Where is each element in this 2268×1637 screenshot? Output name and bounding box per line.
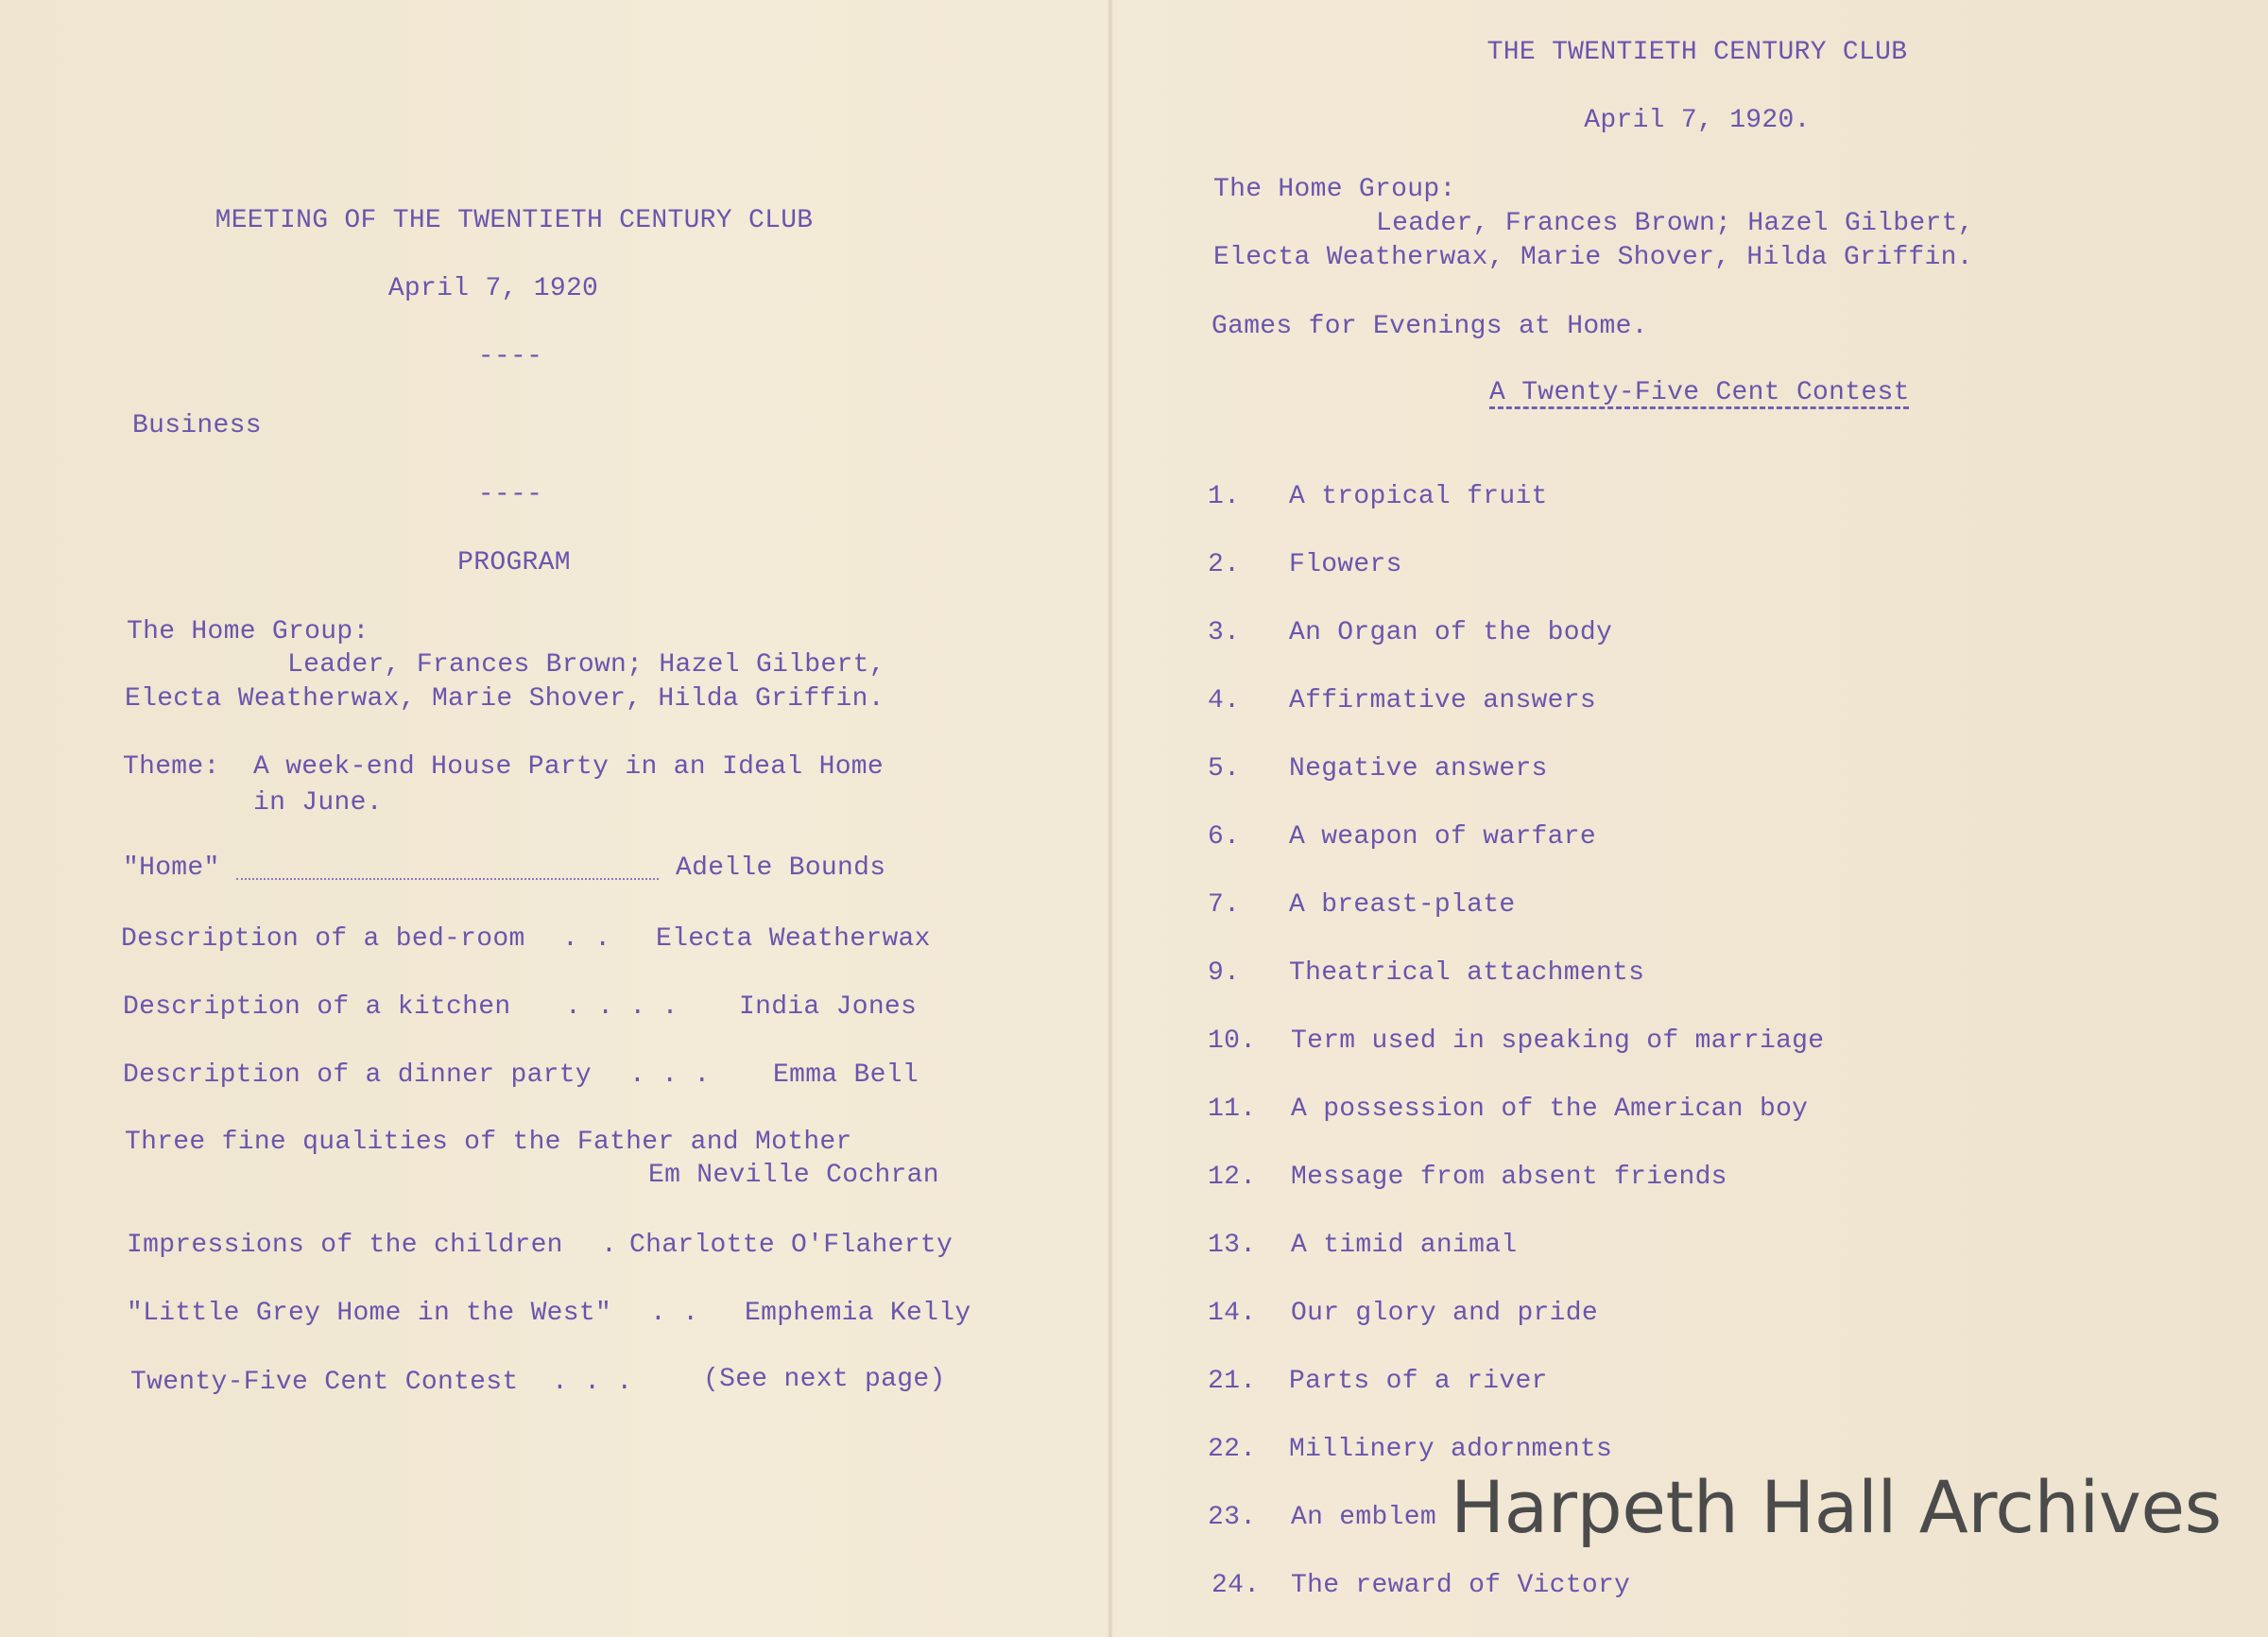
contest-item-number: 22. [1208,1435,1257,1464]
contest-item-number: 1. [1208,482,1241,511]
program-item-leader: . . . . [565,992,679,1022]
archive-watermark: Harpeth Hall Archives [1451,1465,2222,1549]
left-date: April 7, 1920 [387,274,599,303]
program-item-person: (See next page) [703,1365,946,1394]
right-title: THE TWENTIETH CENTURY CLUB [1486,38,1908,67]
program-item-person: Emma Bell [773,1060,919,1090]
contest-item-text: A possession of the American boy [1291,1094,1809,1124]
separator: ---- [477,480,543,509]
home-group-line: Electa Weatherwax, Marie Shover, Hilda Griffin. [1213,243,1973,272]
contest-item-text: Theatrical attachments [1289,958,1645,988]
contest-item-text: Affirmative answers [1289,686,1596,715]
contest-item-text: An Organ of the body [1289,618,1613,647]
theme-label: Theme: [123,752,220,782]
theme-text: A week-end House Party in an Ideal Home [253,752,885,782]
home-group-line: Leader, Frances Brown; Hazel Gilbert, [287,650,885,680]
contest-item-text: Message from absent friends [1291,1163,1727,1192]
right-date: April 7, 1920. [1584,106,1811,135]
program-item-leader: . [601,1231,618,1260]
contest-item-text: Negative answers [1289,754,1548,784]
program-item-title: "Home" [123,853,220,883]
separator: ---- [477,342,543,371]
contest-item-number: 11. [1208,1094,1257,1124]
program-item-title: Description of a bed-room [121,924,525,954]
contest-item-number: 14. [1208,1299,1257,1328]
home-group-label: The Home Group: [1213,175,1456,204]
page-fold [1108,0,1113,1637]
contest-item-number: 5. [1208,754,1241,784]
dotted-leader [236,878,659,880]
contest-item-text: A breast-plate [1289,890,1516,920]
contest-item-number: 4. [1208,686,1241,715]
business-heading: Business [132,411,262,440]
program-item-person: Em Neville Cochran [648,1161,939,1190]
home-group-line: Leader, Frances Brown; Hazel Gilbert, [1376,209,1974,238]
program-item-title: Impressions of the children [127,1231,563,1260]
program-item-title: "Little Grey Home in the West" [127,1299,612,1328]
contest-item-text: Term used in speaking of marriage [1291,1026,1825,1056]
theme-text: in June. [253,788,383,818]
contest-item-text: A weapon of warfare [1289,822,1596,852]
program-item-title: Description of a kitchen [123,992,511,1022]
contest-item-text: The reward of Victory [1291,1571,1631,1600]
contest-item-number: 21. [1208,1367,1257,1396]
contest-title: A Twenty-Five Cent Contest [1489,378,1910,407]
left-title: MEETING OF THE TWENTIETH CENTURY CLUB [215,206,814,235]
program-heading: PROGRAM [457,548,571,577]
home-group-label: The Home Group: [127,617,369,646]
program-item-person: India Jones [739,992,918,1022]
home-group-line: Electa Weatherwax, Marie Shover, Hilda Griffin. [125,684,885,714]
contest-item-number: 23. [1208,1503,1257,1532]
contest-item-text: A timid animal [1291,1231,1518,1260]
contest-item-text: An emblem [1291,1503,1436,1532]
contest-item-number: 12. [1208,1163,1257,1192]
program-item-leader: . . . [629,1060,711,1090]
contest-item-text: Our glory and pride [1291,1299,1598,1328]
contest-item-number: 10. [1208,1026,1257,1056]
contest-item-text: A tropical fruit [1289,482,1548,511]
contest-item-number: 24. [1211,1571,1261,1600]
program-item-leader: . . . [552,1368,633,1397]
program-item-leader: . . [650,1299,699,1328]
contest-item-number: 9. [1208,958,1241,988]
program-item-person: Adelle Bounds [676,853,886,883]
contest-item-text: Flowers [1289,550,1402,579]
contest-item-number: 13. [1208,1231,1257,1260]
program-item-title: Description of a dinner party [123,1060,592,1090]
program-item-title: Three fine qualities of the Father and Mother [125,1128,852,1157]
program-item-person: Charlotte O'Flaherty [629,1231,954,1260]
contest-item-number: 6. [1208,822,1241,852]
contest-item-number: 7. [1208,890,1241,920]
program-item-title: Twenty-Five Cent Contest [130,1368,519,1397]
program-item-person: Electa Weatherwax [656,924,931,954]
games-heading: Games for Evenings at Home. [1211,312,1648,341]
contest-item-number: 2. [1208,550,1241,579]
contest-item-number: 3. [1208,618,1241,647]
program-item-person: Emphemia Kelly [745,1299,971,1328]
program-item-leader: . . [562,924,611,954]
contest-item-text: Millinery adornments [1289,1435,1613,1464]
contest-item-text: Parts of a river [1289,1367,1548,1396]
